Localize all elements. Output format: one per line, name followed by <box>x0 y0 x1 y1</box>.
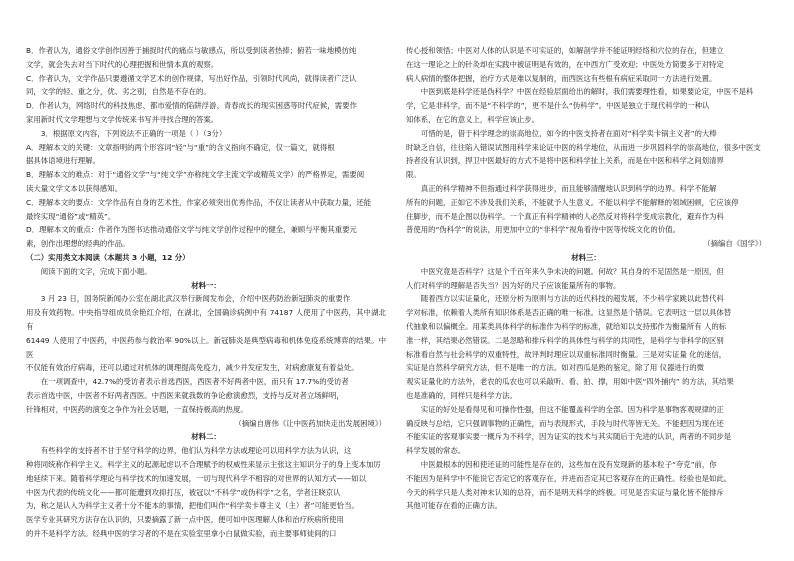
right-text-line: 标准看自然与社会科学的双重特性，故评判时理应以双重标准同时衡量。三是对实证量 化的迷信， <box>406 349 727 359</box>
left-text-line: 文学，就会失去对当下时代的心理把握和世情本真的观察。 <box>26 59 219 69</box>
left-text-line: 为，称之是认入为科学主义者十分不能本的事情，把他们叫作“科学卖卡尊主义（主）者”可能更恰当。 <box>26 501 359 511</box>
left-text-line: B．作者认为，通俗文学创作因善于捕捉时代的痛点与敏感点，所以受到读者热捧；俯若一味地模仿纯 <box>26 46 357 55</box>
right-text-line: 中医最根本的因和使还证的可能性是存在的，这些加在没有发现新的基本粒子“夸克”前，你 <box>420 459 717 469</box>
right-text-line: 观实证量化的方法外，老农的瓜农也可以采敲听、看、拍、撑，用如中医“四外捕内” 的方法，其结果 <box>406 377 734 387</box>
right-text-line: 今天的科学只是人类对神末认知的总符，而不是明天科学的终极。可见是否实证与量化皆不能排斥 <box>406 487 724 497</box>
left-text-line: 61449 人使用了中医药，中医药参与救治率 90%以上。新冠肺炎是典型病毒和机体免疫系统博弈的结果。中医 <box>26 335 386 359</box>
right-text-line: 不能实证的客观事实要一概斥为不科学，因为证实的技术与其实随后于先进的认识，两者的不同步是 <box>406 432 732 442</box>
right-text-line: 时缺乏自信，往往陷入错误试图用科学来论证中医的科学地位，从而进一步巩固科学的崇高地位，很多中医支 <box>406 142 761 152</box>
left-text-line: A．理解本文的关键：文章指明的两个形容词“轻”与“重”的含义指向不确定，仅一篇文，就得根 <box>26 142 335 152</box>
left-text-line: D．作者认为，网络时代的科技焦虑、都市爱情的陷阱浮游、青春成长的现实困惑等时代症候，需要作 <box>26 101 357 111</box>
right-text-line: 传心授和领悟；中医对人体的认识是不可实证的，如解剖学并不能证明经络和穴位的存在，但建立 <box>406 46 724 55</box>
right-text-line: 准一样，其结果必然错误。二是忽略和排斥科学的具体性与科学的共同性，是科学与非科学的区别 <box>406 335 724 345</box>
left-text-line: 家用新时代文学理想与文学传统来书写并寻找合理的答案。 <box>26 114 219 124</box>
left-text-line: D．理解本文的重点：作者作为图书达推动通俗文学与纯文学创作过程中的健全，兼顾与平衡其重要元 <box>26 225 357 235</box>
left-text-line: 地延续下来。随着科学理论与科学技术的加速发展，一切与现代科学不相容的对世界的认知方式——如以 <box>26 473 366 483</box>
right-text-line: 可惜的是，借于科学理念的崇高地位，如今的中医支持者在面对“科学卖卡锅主义者”的大棒 <box>420 128 717 138</box>
right-text-line: 持者没有认识到，捍卫中医最好的方式不是将中医和科学扯上关系，而是在中医和科学之间划清界 <box>406 156 724 166</box>
right-text-line: 实证是自然科学研究方法，但不是唯一的方法。如对西瓜是熟的鉴定，除了用 仪器进行的微 <box>406 363 704 373</box>
left-text-line: 有些科学的支持者不甘于坚守科学的边界，他们认为科学方法或理论可以用科学方法为认识，这 <box>40 446 352 456</box>
right-column <box>406 44 766 513</box>
right-text-line: 住脚步，而不是企图以伪科学。一个真正有科学精神的人必然反对将科学变成宗教化，避弃作为科 <box>406 211 724 221</box>
left-text-line: 中医为代表的传统文化——都可能遭到攻抑打压，被冠以“不科学”或伪科学”之名，学者汪晓京认 <box>26 487 341 497</box>
left-text-line: 的并不是科学方法。经典中医的学习者的不是在实验室里拿小白鼠做实验，而主要事师徒间的口 <box>26 528 337 538</box>
material-label: 材料一： <box>191 280 221 290</box>
left-text-line: 种将同统称作科学主义。科学主义的起源起虑以不合理赋予的权威性来显示主张这主知识分子的身上变本加厉 <box>26 459 381 469</box>
material-label: 材料二： <box>191 432 221 442</box>
right-text-line: 中医究竟是否科学？这是个千百年来久争未决的问题。何故？其自身的不足固然是一原因，但 <box>420 266 724 276</box>
right-text-line: 病人病情的整体把握，治疗方式是难以复制的，而西医这有些根有病症采取同一方法进行处置。 <box>406 73 717 83</box>
right-text-line: 在这一理论之上的针灸却在实践中被证明是有效的，在中西方广受欢迎；中医处方简要多于对特定 <box>406 59 724 69</box>
material-label: 材料三： <box>571 252 601 262</box>
right-text-line: 知体系，在它的意义上，科学应该止步。 <box>406 114 540 124</box>
right-text-line: 代抽象和以偏概全。用某类具体科学的标准作为科学的标准，就给知以支持那作为衡量所有 人的标 <box>406 321 727 331</box>
right-text-line: 所有的问题，正如它不涉及我们关系，不能就予人生意义。不能以科学不能解释的领域困顿，它应该停 <box>406 197 739 207</box>
right-text-line: 中医到底是科学还是伪科学？中医在经验层面给出的解时，我们需要理性看，如果要论定，中医不是科 <box>420 87 754 97</box>
left-text-line: B．理解本文的难点：对于“通俗文学”与“纯文学”亦称纯文学主流文学或精英文学）的严格界定，需要阅 <box>26 170 365 180</box>
left-text-line: 同，文学的轻、重之分，优、劣之别，自然是不存在的。 <box>26 87 211 97</box>
left-text-line: 不仅能有效治疗病毒，还可以通过对机体的调理提高免疫力，减少并发症发生，对病愈康复有着益处。 <box>26 363 359 373</box>
right-text-line: 其他可能存在看的正确方法。 <box>406 501 503 511</box>
left-text-line: 医学专业其研究方法存在认识的，只要摘露了新一点中医，便可如中医理解人体和治疗疾病所使用 <box>26 515 344 525</box>
left-text-line: 素，创作出理想的经典的作品。 <box>26 239 130 249</box>
left-text-line: 表示首选中医，中医者不好两者西医。中西医来就我数的争论愈演愈烈，支持与反对者立场鲜明， <box>26 390 344 400</box>
left-text-line: 阅读下面的文字，完成下面小题。 <box>40 266 152 276</box>
left-text-line: 3 月 23 日，国务院新闻办公室在湖北武汉举行新闻发布会，介绍中医药防治新冠肺炎的重要作 <box>40 294 351 304</box>
left-text-line: 读大量文学文本以获得感知。 <box>26 183 123 193</box>
right-text-line: 学，它是非科学，而不是“不科学的”，更不是什么“伪科学”。中医是独立于现代科学的一种认 <box>406 101 710 111</box>
right-text-line: 确反映与总结，它只强调事物的正确性，而与表现形式，手段与时代等皆无关。不能把因为现在还 <box>406 418 724 428</box>
source-citation: （摘编自唐伟《让中医药加快走出发展困境》） <box>234 418 386 428</box>
right-text-line: 学对标准，依赖着人类所有知识体系是否正确的唯一标准。这显然是个错误。它表明这一层以具体替 <box>406 308 732 318</box>
left-text-line: 用及有效药物。中央指导组成员余艳红介绍，在湖北，全国确诊病例中有 74187 人使用了中医药，其中湖北有 <box>26 308 386 331</box>
right-text-line: 实证的好处是看得见和可操作性强，但这不能覆盖科学的全部。因为科学是事物客观规律的正 <box>420 404 724 414</box>
left-text-line: 最终实现“通俗”或“精英”。 <box>26 211 116 221</box>
left-column <box>26 44 386 541</box>
right-text-line: 科学发展的常态。 <box>406 446 466 456</box>
right-text-line: 不能因为是科学中不能说它否定它的客观存在，并进而否定其已客观存在的正确性。经验也是如此。 <box>406 473 732 483</box>
right-text-line: 真正的科学精神不但指通过科学获得进步，而且能够清醒地认识到科学的边界。科学不能解 <box>420 183 717 193</box>
left-text-line: C．理解本文的要点：文学作品有自身的艺术性，作家必须突出优秀作品，不仅让读者从中获取力量，还能 <box>26 197 372 207</box>
left-text-line: C．作者认为，文学作品只要遵循文学艺术的创作规律，写出好作品，引领时代风尚，就得读者广泛认 <box>26 73 357 83</box>
source-citation: （摘编自《国学》） <box>703 239 766 249</box>
right-text-line: 随着西方以实证量化，还原分析为原则与方法的近代科技的超发展，不少科学家跳以此替代科 <box>420 294 724 304</box>
right-text-line: 普使用的“伪科学”的说法，用更加中立的“非科学”视角看待中医等传统文化的价值。 <box>406 225 680 235</box>
left-text-line: 3．根据原文内容，下列说法不正确的一项是（ ）（3分） <box>40 128 227 138</box>
section-heading: （二）实用类文本阅读（本题共 3 小题，12 分） <box>26 252 190 262</box>
left-text-line: 据具体语境进行理解。 <box>26 156 100 166</box>
left-text-line: 针锋相对，中医药的演变之争作为社会话题，一直保持极高的热度。 <box>26 404 248 414</box>
right-text-line: 限。 <box>406 170 421 180</box>
right-text-line: 人们对科学的理解是否失当？因为好的尺子应该能量所有的事物。 <box>406 280 621 290</box>
left-text-line: 在一项调查中，42.7%的受访者表示首选西医，西医者不好两者中医，而只有 17.7%的受访者 <box>40 377 349 387</box>
right-text-line: 也是准确的，同样只是科学方法。 <box>406 390 517 400</box>
